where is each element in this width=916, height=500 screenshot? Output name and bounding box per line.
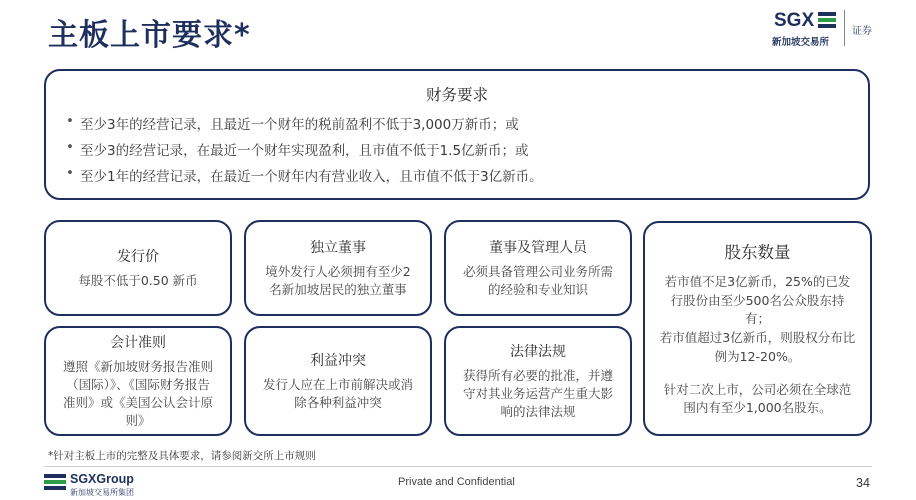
sgx-logo <box>768 8 888 52</box>
financial-requirements-card <box>44 69 870 200</box>
card-body: 若市值不足3亿新币，25%的已发行股份由至少500名公众股东持有； <box>664 273 851 327</box>
logo-divider <box>844 10 845 46</box>
card-body: 境外发行人必须拥有至少2名新加坡居民的独立董事 <box>265 263 411 297</box>
card-body: 发行人应在上市前解决或消除各种利益冲突 <box>262 376 413 410</box>
card-body: 针对二次上市，公司必须在全球范围内有至少1,000名股东。 <box>663 381 852 416</box>
logo-bars-icon <box>818 12 836 30</box>
card-body: 遵照《新加坡财务报告准则（国际）》、《国际财务报告准则》或《美国公认会计原则》 <box>62 358 213 429</box>
shareholders-card <box>643 221 872 436</box>
independent-directors-card <box>244 220 432 316</box>
directors-management-card <box>444 220 632 316</box>
group-logo-subtitle: 新加坡交易所集团 <box>70 488 134 497</box>
confidential-label: Private and Confidential <box>398 476 515 488</box>
footnote: *针对主板上市的完整及具体要求，请参阅新交所上市规则 <box>48 450 316 462</box>
card-title: 发行价 <box>117 248 159 265</box>
group-logo-bars-icon <box>44 474 66 492</box>
group-logo-name: SGXGroup <box>70 472 134 486</box>
financial-list <box>66 113 848 185</box>
card-body: 每股不低于0.50 新币 <box>78 272 198 288</box>
logo-subtitle: 新加坡交易所 <box>772 37 830 48</box>
card-title: 独立董事 <box>310 239 366 256</box>
logo-tag: 证券 <box>852 26 872 37</box>
card-title: 利益冲突 <box>310 352 366 369</box>
financial-item: • 至少1年的经营记录，在最近一个财年内有营业收入，且市值不低于3亿新币。 <box>66 165 848 185</box>
conflict-of-interest-card <box>244 326 432 436</box>
card-title: 法律法规 <box>510 343 566 360</box>
legal-regulations-card <box>444 326 632 436</box>
card-body: 必须具备管理公司业务所需的经验和专业知识 <box>462 263 613 297</box>
accounting-standards-card <box>44 326 232 436</box>
footer-divider <box>44 466 872 467</box>
financial-item: • 至少3年的经营记录，且最近一个财年的税前盈利不低于3,000万新币；或 <box>66 113 848 133</box>
financial-item: • 至少3的经营记录，在最近一个财年实现盈利，且市值不低于1.5亿新币；或 <box>66 139 848 159</box>
page-title: 主板上市要求* <box>48 18 251 53</box>
card-title: 股东数量 <box>724 242 791 262</box>
card-title: 董事及管理人员 <box>489 239 587 256</box>
page-number: 34 <box>856 476 870 490</box>
financial-title: 财务要求 <box>425 86 488 104</box>
card-title: 会计准则 <box>110 334 166 351</box>
sgx-group-logo <box>44 472 164 498</box>
issue-price-card <box>44 220 232 316</box>
card-body: 若市值超过3亿新币，则股权分布比例为12-20%。 <box>659 330 856 364</box>
logo-brand: SGX <box>774 10 815 31</box>
card-body: 获得所有必要的批准，并遵守对其业务运营产生重大影响的法律法规 <box>462 367 613 420</box>
